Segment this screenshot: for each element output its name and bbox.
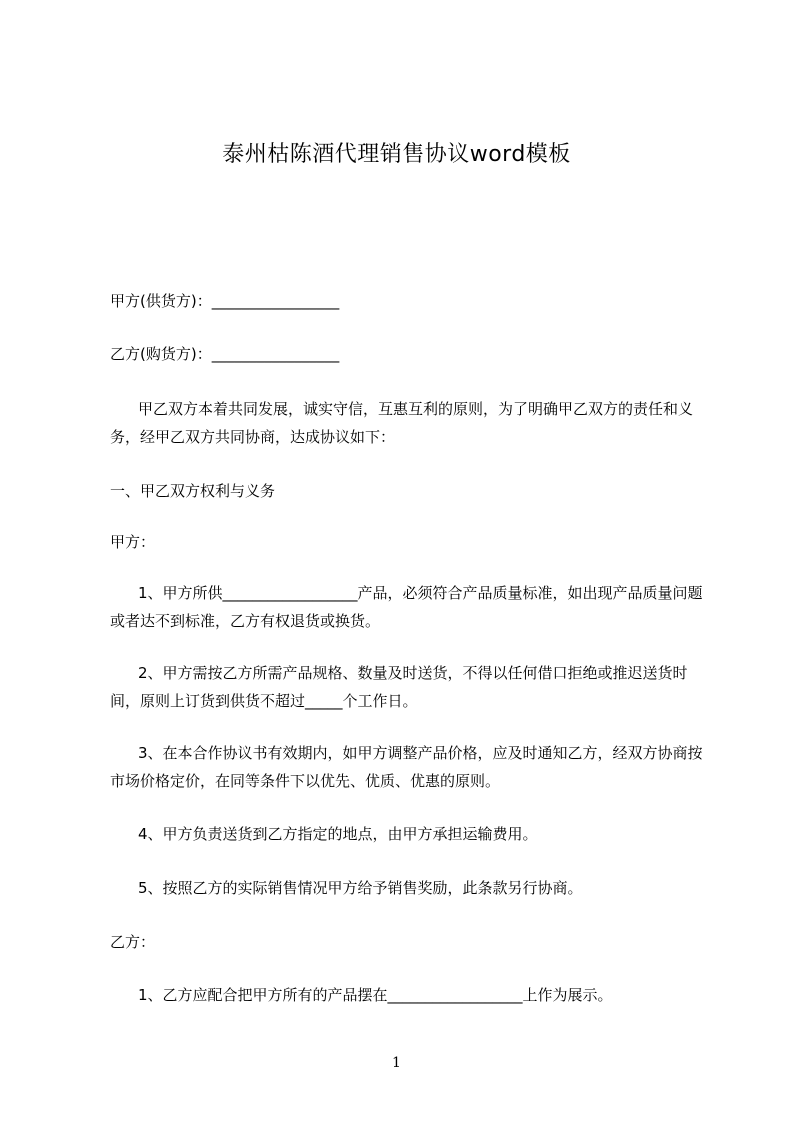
document-title: 泰州枯陈酒代理销售协议word模板: [222, 142, 571, 167]
party-a-clause-3: 3、在本合作协议书有效期内，如甲方调整产品价格，应及时通知乙方，经双方协商按市场价格定价，在同等条件下以优先、优质、优惠的原则。: [110, 744, 703, 790]
party-b-heading: 乙方：: [110, 933, 156, 951]
party-a-clause-1: 1、甲方所供__________________产品，必须符合产品质量标准，如出现产品质量问题或者达不到标准，乙方有权退货或换货。: [110, 584, 703, 630]
party-a-heading: 甲方：: [110, 533, 156, 551]
party-b-line: 乙方(购货方)：_________________: [110, 345, 340, 363]
party-b-clause-1: 1、乙方应配合把甲方所有的产品摆在__________________上作为展示。: [138, 986, 613, 1004]
party-a-clause-2: 2、甲方需按乙方所需产品规格、数量及时送货，不得以任何借口拒绝或推迟送货时间，原则上订货到供货不超过_____个工作日。: [110, 664, 688, 710]
section-heading-rights-obligations: 一、甲乙双方权利与义务: [110, 482, 276, 500]
party-a-clause-4: 4、甲方负责送货到乙方指定的地点，由甲方承担运输费用。: [138, 825, 538, 843]
page-number: 1: [392, 1055, 401, 1071]
party-a-line: 甲方(供货方)：_________________: [110, 292, 340, 310]
preamble-paragraph: 甲乙双方本着共同发展，诚实守信，互惠互利的原则，为了明确甲乙双方的责任和义务，经甲乙双方共同协商，达成协议如下：: [110, 400, 694, 446]
party-a-clause-5: 5、按照乙方的实际销售情况甲方给予销售奖励，此条款另行协商。: [138, 879, 583, 897]
